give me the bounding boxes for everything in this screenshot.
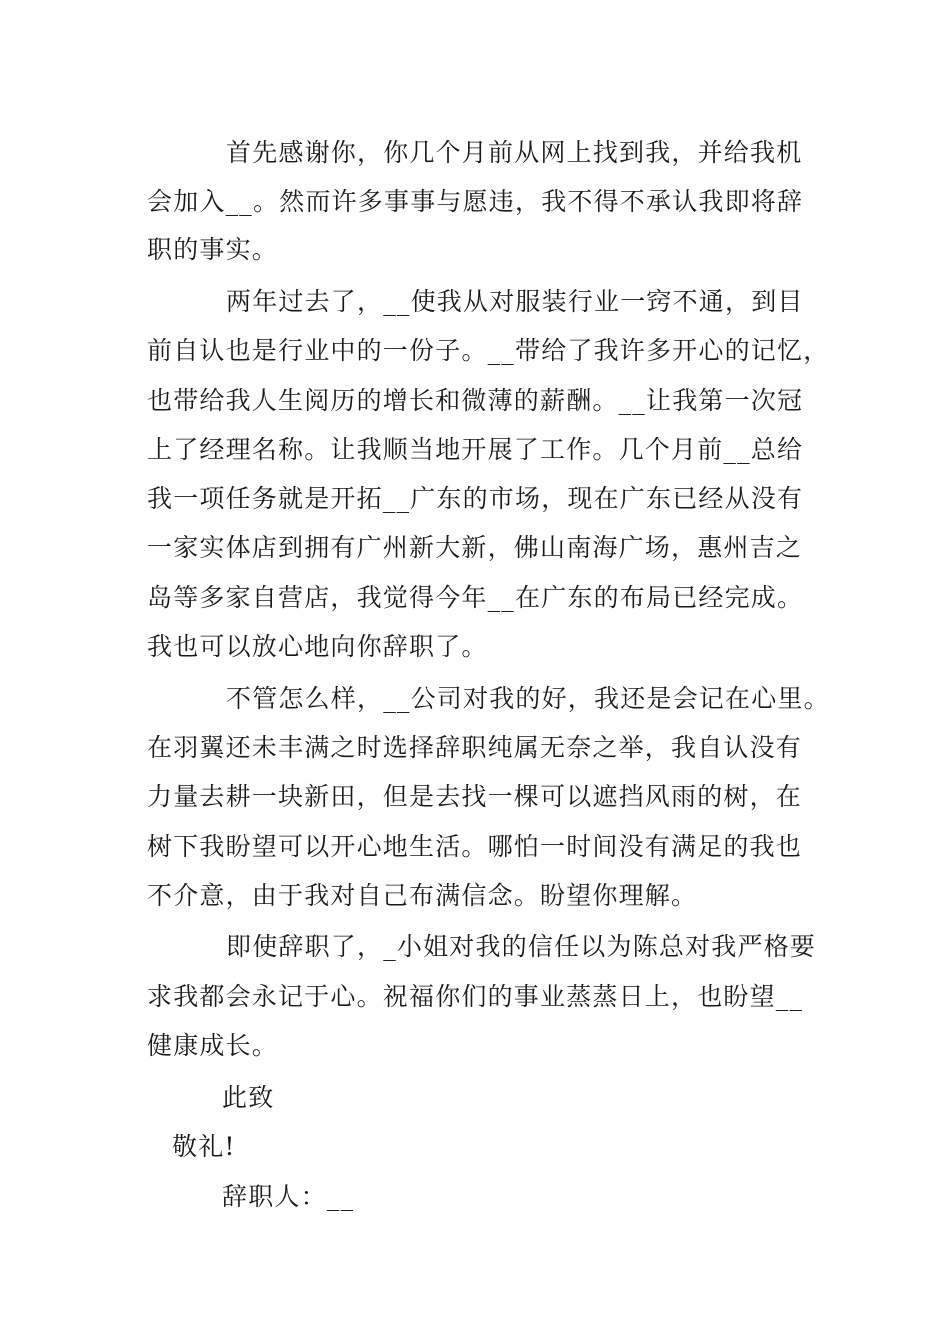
paragraph-3-line-4: 树下我盼望可以开心地生活。哪怕一时间没有满足的我也	[147, 832, 803, 861]
closing-salutation: 此致	[222, 1083, 275, 1112]
paragraph-1-line-3: 职的事实。	[147, 235, 279, 264]
paragraph-2-line-7: 岛等多家自营店，我觉得今年__在广东的布局已经完成。	[147, 583, 804, 612]
paragraph-2-line-4: 上了经理名称。让我顺当地开展了工作。几个月前__总给	[147, 435, 804, 464]
paragraph-2-line-8: 我也可以放心地向你辞职了。	[147, 632, 488, 661]
paragraph-2-line-6: 一家实体店到拥有广州新大新，佛山南海广场，惠州吉之	[147, 533, 803, 562]
paragraph-2-line-2: 前自认也是行业中的一份子。__带给了我许多开心的记忆，	[147, 336, 830, 365]
paragraph-3-line-2: 在羽翼还未丰满之时选择辞职纯属无奈之举，我自认没有	[147, 733, 803, 762]
paragraph-3-line-1: 不管怎么样，__公司对我的好，我还是会记在心里。	[226, 684, 830, 713]
paragraph-2-line-1: 两年过去了，__使我从对服装行业一窍不通，到目	[226, 287, 804, 316]
paragraph-1-line-2: 会加入__。然而许多事事与愿违，我不得不承认我即将辞	[147, 187, 804, 216]
paragraph-2-line-3: 也带给我人生阅历的增长和微薄的薪酬。__让我第一次冠	[147, 386, 804, 415]
paragraph-4-line-1: 即使辞职了，_小姐对我的信任以为陈总对我严格要	[226, 932, 817, 961]
closing-regards: 敬礼!	[172, 1132, 236, 1161]
paragraph-4-line-2: 求我都会永记于心。祝福你们的事业蒸蒸日上，也盼望__	[147, 982, 804, 1011]
paragraph-3-line-5: 不介意，由于我对自己布满信念。盼望你理解。	[147, 881, 698, 910]
paragraph-1-line-1: 首先感谢你，你几个月前从网上找到我，并给我机	[226, 138, 803, 167]
paragraph-3-line-3: 力量去耕一块新田，但是去找一棵可以遮挡风雨的树，在	[147, 782, 803, 811]
paragraph-4-line-3: 健康成长。	[147, 1031, 279, 1060]
signature-line: 辞职人：__	[222, 1182, 355, 1211]
paragraph-2-line-5: 我一项任务就是开拓__广东的市场，现在广东已经从没有	[147, 484, 804, 513]
